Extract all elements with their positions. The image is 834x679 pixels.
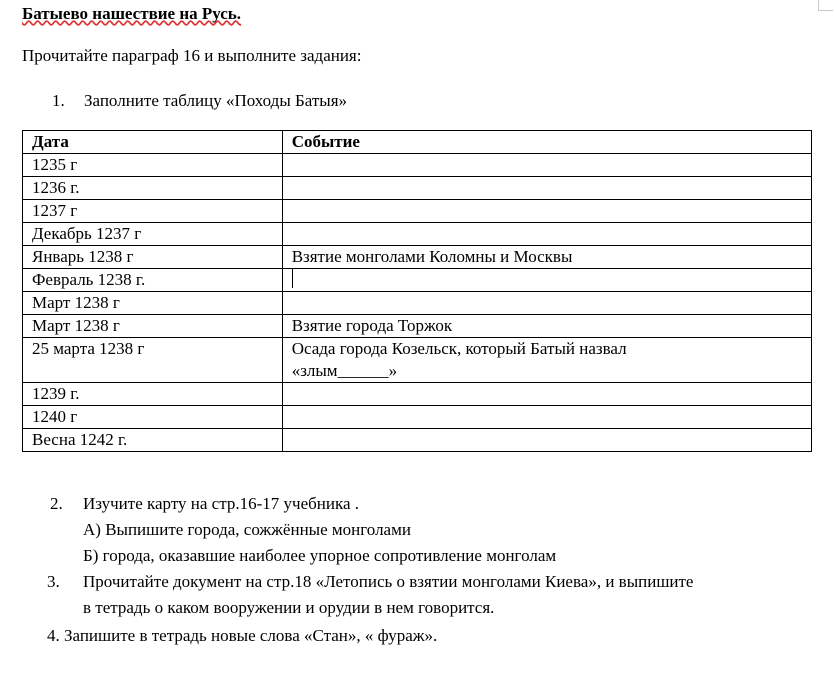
event-cell[interactable] — [282, 269, 811, 292]
page-corner-marker — [818, 0, 833, 11]
event-line-2: «злым______» — [291, 361, 398, 380]
date-cell: Весна 1242 г. — [23, 429, 283, 452]
task-2-number: 2. — [50, 494, 63, 513]
table-row — [23, 292, 812, 315]
date-cell: Февраль 1238 г. — [23, 269, 283, 292]
event-line-1: Осада города Козельск, который Батый назвал — [291, 339, 627, 358]
task-2-b: Б) города, оказавшие наиболее упорное сопротивление монголам — [83, 546, 557, 565]
task-3-number: 3. — [47, 572, 60, 591]
event-cell[interactable] — [282, 383, 811, 406]
table-row — [23, 246, 812, 269]
table-row — [23, 383, 812, 406]
date-cell: Март 1238 г — [23, 292, 283, 315]
event-cell[interactable] — [282, 429, 811, 452]
table-row — [23, 223, 812, 246]
table-row — [23, 338, 812, 383]
date-cell: 1239 г. — [23, 383, 283, 406]
event-cell[interactable] — [282, 223, 811, 246]
date-cell: 1235 г — [23, 154, 283, 177]
document-title: Батыево нашествие на Русь. — [22, 4, 242, 23]
event-cell[interactable] — [282, 200, 811, 223]
event-cell[interactable] — [282, 154, 811, 177]
task-4: 4. Запишите в тетрадь новые слова «Стан», « фураж». — [47, 626, 438, 645]
task-2 — [50, 491, 693, 517]
task-3 — [47, 569, 693, 595]
table-row — [23, 154, 812, 177]
event-cell[interactable] — [282, 406, 811, 429]
task-3-line-1: Прочитайте документ на стр.18 «Летопись о взятии монголами Киева», и выпишите — [83, 572, 694, 591]
campaigns-table — [22, 130, 812, 452]
task-list — [47, 491, 694, 621]
task-1 — [52, 91, 347, 111]
task-3-line-2: в тетрадь о каком вооружении и орудии в нем говорится. — [83, 598, 495, 617]
task-1-text: Заполните таблицу «Походы Батыя» — [84, 91, 348, 110]
date-cell: 1236 г. — [23, 177, 283, 200]
task-2-a: А) Выпишите города, сожжённые монголами — [83, 520, 411, 539]
table-row — [23, 177, 812, 200]
date-cell: Январь 1238 г — [23, 246, 283, 269]
task-1-number: 1. — [52, 91, 65, 110]
date-cell: Март 1238 г — [23, 315, 283, 338]
date-cell: Декабрь 1237 г — [23, 223, 283, 246]
event-cell[interactable] — [282, 177, 811, 200]
event-cell[interactable]: Взятие города Торжок — [282, 315, 811, 338]
event-cell[interactable] — [282, 338, 811, 383]
header-event: Событие — [282, 131, 811, 154]
table-row — [23, 200, 812, 223]
event-cell[interactable]: Взятие монголами Коломны и Москвы — [282, 246, 811, 269]
table-row — [23, 429, 812, 452]
table-row — [23, 269, 812, 292]
table-row — [23, 315, 812, 338]
header-date: Дата — [23, 131, 283, 154]
date-cell: 1237 г — [23, 200, 283, 223]
text-cursor — [292, 269, 293, 288]
task-2-text: Изучите карту на стр.16-17 учебника . — [83, 494, 360, 513]
table-header-row — [23, 131, 812, 154]
date-cell: 25 марта 1238 г — [23, 338, 283, 383]
event-cell[interactable] — [282, 292, 811, 315]
date-cell: 1240 г — [23, 406, 283, 429]
intro-text: Прочитайте параграф 16 и выполните задания: — [22, 46, 362, 65]
table-row — [23, 406, 812, 429]
